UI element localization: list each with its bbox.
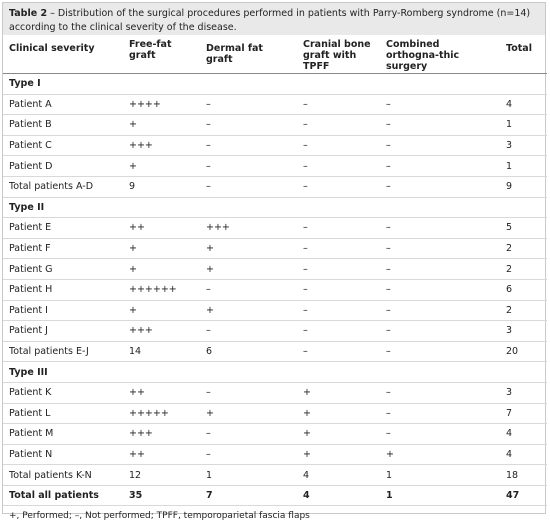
cell-total: 47 [500,485,547,506]
cell-dermal-fat-graft: – [200,156,297,177]
cell-dermal-fat-graft: + [200,403,297,424]
cell-clinical-severity: Patient K [3,382,123,403]
table-row [3,300,547,321]
surgical-procedures-table [3,35,547,506]
cell-total: 1 [500,156,547,177]
cell-dermal-fat-graft: + [200,259,297,280]
cell-free-fat-graft: ++ [123,444,200,465]
cell-total [500,197,547,218]
cell-cranial-bone-graft: – [297,341,380,362]
cell-total: 3 [500,321,547,342]
cell-free-fat-graft: +++ [123,321,200,342]
cell-free-fat-graft: 12 [123,465,200,486]
cell-free-fat-graft: ++++ [123,94,200,115]
cell-cranial-bone-graft [297,362,380,383]
table-row [3,176,547,197]
header-row [3,35,547,74]
col-header-clinical-severity: Clinical severity [3,35,123,74]
cell-clinical-severity: Patient F [3,238,123,259]
cell-cranial-bone-graft: + [297,382,380,403]
cell-total: 5 [500,218,547,239]
cell-dermal-fat-graft: – [200,382,297,403]
cell-total: 6 [500,279,547,300]
cell-clinical-severity: Patient B [3,115,123,136]
cell-dermal-fat-graft: 1 [200,465,297,486]
cell-total: 18 [500,465,547,486]
cell-clinical-severity: Type III [3,362,123,383]
table-footnote: +, Performed; –, Not performed; TPFF, temporoparietal fascia flaps [9,511,310,522]
cell-dermal-fat-graft: – [200,321,297,342]
cell-total: 7 [500,403,547,424]
cell-orthognathic-surgery [380,74,500,95]
cell-orthognathic-surgery: – [380,176,500,197]
cell-cranial-bone-graft: – [297,238,380,259]
col-header-total: Total [500,35,547,74]
cell-clinical-severity: Patient A [3,94,123,115]
cell-clinical-severity: Patient D [3,156,123,177]
cell-cranial-bone-graft [297,74,380,95]
cell-free-fat-graft [123,74,200,95]
cell-free-fat-graft: +++++ [123,403,200,424]
cell-dermal-fat-graft: – [200,135,297,156]
table-row [3,382,547,403]
cell-clinical-severity: Patient E [3,218,123,239]
table-row [3,115,547,136]
severity-group-row [3,74,547,95]
cell-total: 2 [500,238,547,259]
cell-free-fat-graft: 14 [123,341,200,362]
cell-orthognathic-surgery: – [380,341,500,362]
cell-cranial-bone-graft: – [297,176,380,197]
cell-clinical-severity: Patient J [3,321,123,342]
cell-orthognathic-surgery: 1 [380,485,500,506]
severity-group-row [3,362,547,383]
cell-total: 3 [500,135,547,156]
cell-total: 9 [500,176,547,197]
caption-label: Table 2 [9,8,48,19]
cell-clinical-severity: Total patients A-D [3,176,123,197]
cell-dermal-fat-graft: – [200,444,297,465]
col-header-free-fat-graft: Free-fat graft [123,35,200,74]
cell-total [500,74,547,95]
cell-free-fat-graft: + [123,115,200,136]
cell-free-fat-graft: ++ [123,218,200,239]
cell-orthognathic-surgery [380,362,500,383]
cell-free-fat-graft: + [123,259,200,280]
table-row [3,279,547,300]
cell-orthognathic-surgery: – [380,403,500,424]
caption-text: – Distribution of the surgical procedures performed in patients with Parry-Romberg syndrome (n=14) according to the clinical severity of the disease. [9,8,531,33]
cell-dermal-fat-graft: + [200,238,297,259]
cell-orthognathic-surgery: – [380,115,500,136]
cell-free-fat-graft: 9 [123,176,200,197]
cell-free-fat-graft [123,362,200,383]
cell-free-fat-graft: + [123,300,200,321]
cell-orthognathic-surgery: 1 [380,465,500,486]
cell-clinical-severity: Patient I [3,300,123,321]
cell-total: 20 [500,341,547,362]
table-row [3,403,547,424]
table-row [3,465,547,486]
table-row [3,321,547,342]
severity-group-row [3,197,547,218]
cell-free-fat-graft: ++ [123,382,200,403]
cell-free-fat-graft: +++ [123,424,200,445]
cell-cranial-bone-graft: – [297,300,380,321]
col-header-dermal-fat-graft: Dermal fat graft [200,35,297,74]
cell-cranial-bone-graft: – [297,94,380,115]
table-row [3,238,547,259]
cell-orthognathic-surgery: – [380,238,500,259]
cell-dermal-fat-graft: – [200,115,297,136]
cell-orthognathic-surgery: – [380,259,500,280]
grand-total-row [3,485,547,506]
cell-clinical-severity: Total patients K-N [3,465,123,486]
cell-clinical-severity: Patient G [3,259,123,280]
cell-total: 4 [500,424,547,445]
cell-dermal-fat-graft: – [200,94,297,115]
cell-cranial-bone-graft: – [297,279,380,300]
cell-orthognathic-surgery: – [380,94,500,115]
cell-total: 4 [500,94,547,115]
cell-cranial-bone-graft: 4 [297,485,380,506]
table-figure [2,2,546,522]
cell-dermal-fat-graft: +++ [200,218,297,239]
table-row [3,424,547,445]
table-row [3,218,547,239]
cell-dermal-fat-graft: 7 [200,485,297,506]
cell-clinical-severity: Patient H [3,279,123,300]
cell-cranial-bone-graft: – [297,115,380,136]
cell-clinical-severity: Patient M [3,424,123,445]
cell-cranial-bone-graft: – [297,259,380,280]
cell-total: 2 [500,300,547,321]
table-caption [3,3,545,35]
cell-free-fat-graft: + [123,156,200,177]
cell-orthognathic-surgery: – [380,321,500,342]
table-row [3,341,547,362]
cell-cranial-bone-graft: + [297,424,380,445]
table-row [3,259,547,280]
cell-orthognathic-surgery: – [380,218,500,239]
cell-dermal-fat-graft [200,197,297,218]
cell-free-fat-graft [123,197,200,218]
table-row [3,156,547,177]
cell-dermal-fat-graft: – [200,279,297,300]
table-row [3,94,547,115]
table-row [3,444,547,465]
cell-orthognathic-surgery: – [380,279,500,300]
cell-clinical-severity: Total all patients [3,485,123,506]
cell-clinical-severity: Patient L [3,403,123,424]
cell-total: 3 [500,382,547,403]
cell-cranial-bone-graft: + [297,403,380,424]
cell-free-fat-graft: ++++++ [123,279,200,300]
cell-total: 2 [500,259,547,280]
cell-cranial-bone-graft [297,197,380,218]
cell-clinical-severity: Patient C [3,135,123,156]
cell-cranial-bone-graft: 4 [297,465,380,486]
cell-total: 1 [500,115,547,136]
cell-orthognathic-surgery: – [380,424,500,445]
cell-cranial-bone-graft: – [297,135,380,156]
cell-clinical-severity: Type II [3,197,123,218]
cell-orthognathic-surgery: – [380,300,500,321]
cell-dermal-fat-graft [200,74,297,95]
table-row [3,135,547,156]
cell-cranial-bone-graft: – [297,321,380,342]
cell-free-fat-graft: + [123,238,200,259]
cell-cranial-bone-graft: – [297,156,380,177]
cell-orthognathic-surgery: – [380,382,500,403]
cell-dermal-fat-graft [200,362,297,383]
col-header-orthognathic-surgery: Combined orthogna-thic surgery [380,35,500,74]
cell-clinical-severity: Type I [3,74,123,95]
cell-clinical-severity: Patient N [3,444,123,465]
cell-dermal-fat-graft: 6 [200,341,297,362]
cell-orthognathic-surgery: + [380,444,500,465]
cell-cranial-bone-graft: – [297,218,380,239]
cell-orthognathic-surgery: – [380,135,500,156]
cell-dermal-fat-graft: – [200,424,297,445]
cell-cranial-bone-graft: + [297,444,380,465]
cell-total: 4 [500,444,547,465]
col-header-cranial-bone-graft: Cranial bone graft with TPFF [297,35,380,74]
cell-total [500,362,547,383]
cell-orthognathic-surgery [380,197,500,218]
cell-orthognathic-surgery: – [380,156,500,177]
cell-dermal-fat-graft: – [200,176,297,197]
cell-free-fat-graft: +++ [123,135,200,156]
cell-clinical-severity: Total patients E-J [3,341,123,362]
cell-dermal-fat-graft: + [200,300,297,321]
cell-free-fat-graft: 35 [123,485,200,506]
